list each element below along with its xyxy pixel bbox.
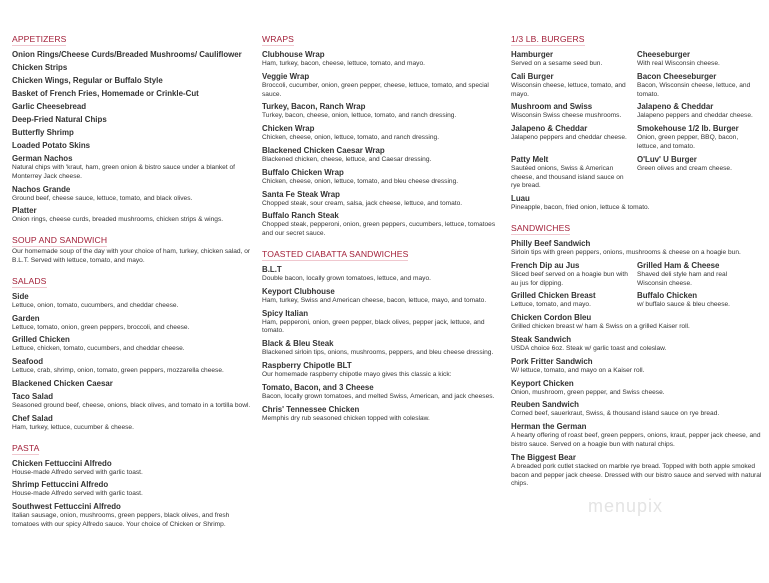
menu-item: [262, 361, 504, 380]
item-name: Keyport Chicken: [511, 378, 574, 388]
menu-row: [511, 239, 763, 258]
item-description: Lettuce, chicken, tomato, cucumbers, and cheddar cheese.: [12, 345, 185, 353]
item-description: Double bacon, locally grown tomatoes, lettuce, and mayo.: [262, 274, 431, 282]
menu-column-middle: [262, 29, 504, 428]
menu-row: [511, 422, 763, 450]
item-name: Hamburger: [511, 50, 554, 59]
menu-item: [511, 400, 763, 419]
menu-row: [511, 335, 763, 354]
menu-item: [12, 128, 254, 138]
section-heading: TOASTED CIABATTA SANDWICHES: [262, 248, 409, 259]
item-name: Cheeseburger: [637, 50, 691, 59]
item-description: w/ buffalo sauce & bleu cheese.: [637, 301, 730, 309]
menu-row: [511, 47, 763, 69]
item-description: Memphis dry rub seasoned chicken topped with coleslaw.: [262, 414, 430, 422]
item-description: Corned beef, sauerkraut, Swiss, & thousand island sauce on rye bread.: [511, 410, 720, 418]
menu-item: [12, 292, 254, 311]
item-name: German Nachos: [12, 154, 73, 163]
item-name: Mushroom and Swiss: [511, 102, 593, 112]
item-description: Italian sausage, onion, mushrooms, green peppers, black olives, and fresh tomatoes with our spicy Alfredo sauce. Your choice of Chicken or Shrimp.: [12, 512, 230, 528]
item-name: Nachos Grande: [12, 184, 71, 194]
menu-item: [12, 63, 254, 73]
item-description: Lettuce, onion, tomato, cucumbers, and cheddar cheese.: [12, 301, 179, 309]
item-description: Lettuce, crab, shrimp, onion, tomato, green peppers, mozzarella cheese.: [12, 367, 224, 375]
menu-item: [262, 190, 504, 209]
menu-item: [637, 69, 763, 100]
item-description: Chicken, cheese, onion, lettuce, tomato, and ranch dressing.: [262, 134, 440, 142]
item-name: Chicken Strips: [12, 63, 68, 72]
menu-item: [511, 335, 763, 354]
item-description: Our homemade soup of the day with your choice of ham, turkey, chicken salad, or B.L.T. Served with lettuce, tomato, and mayo.: [12, 248, 251, 264]
item-description: W/ lettuce, tomato, and mayo on a Kaiser roll.: [511, 366, 645, 374]
item-name: Turkey, Bacon, Ranch Wrap: [262, 102, 366, 112]
item-name: Clubhouse Wrap: [262, 50, 325, 59]
item-name: Butterfly Shrimp: [12, 128, 74, 137]
menu-item: [262, 309, 504, 337]
menu-row: [511, 288, 763, 310]
item-description: Onion, green pepper, BBQ, bacon, lettuce, and tomato.: [637, 134, 739, 150]
item-name: Blackened Chicken Caesar: [12, 378, 113, 388]
menu-item: [12, 357, 254, 376]
menu-item: [12, 185, 254, 204]
item-description: Broccoli, cucumber, onion, green pepper, cheese, lettuce, tomato, and special sauce.: [262, 81, 489, 98]
menu-item: [511, 313, 763, 332]
item-name: Chicken Fettuccini Alfredo: [12, 458, 112, 468]
item-name: Pork Fritter Sandwich: [511, 356, 593, 366]
item-name: B.L.T: [262, 264, 282, 274]
item-description: Lettuce, tomato, onion, green peppers, broccoli, and cheese.: [12, 323, 190, 331]
item-name: Buffalo Chicken: [637, 291, 698, 301]
menu-item: [12, 102, 254, 112]
item-name: Bacon Cheeseburger: [637, 71, 717, 81]
menu-item: [511, 357, 763, 376]
section-soup-and-sandwich: [12, 230, 254, 266]
menu-item: [637, 47, 763, 69]
menu-column-left: [12, 29, 254, 535]
menu-column-right: [511, 29, 763, 494]
menu-item: [262, 405, 504, 424]
item-description: Ground beef, cheese sauce, lettuce, tomato, and black olives.: [12, 194, 193, 202]
menu-item: [262, 146, 504, 165]
item-name: Tomato, Bacon, and 3 Cheese: [262, 382, 374, 392]
menu-item: [511, 99, 637, 121]
menu-item: [12, 414, 254, 433]
menu-item: [511, 239, 763, 258]
menu-item: [262, 211, 504, 239]
item-description: Natural chips with 'kraut, ham, green onion & bistro sauce under a blanket of Monterrey Jack cheese.: [12, 164, 236, 180]
item-name: Chicken Wrap: [262, 124, 315, 134]
item-name: Buffalo Chicken Wrap: [262, 167, 344, 177]
item-description: Turkey, bacon, cheese, onion, lettuce, tomato, and ranch dressing.: [262, 112, 457, 120]
menu-item: [511, 152, 637, 191]
menu-row: [511, 194, 763, 213]
menu-item: [511, 453, 763, 489]
menu-item: [12, 335, 254, 354]
item-description: USDA choice 6oz. Steak w/ garlic toast and coleslaw.: [511, 344, 667, 352]
menu-item: [511, 379, 763, 398]
menu-item: [262, 102, 504, 121]
item-description: Served on a sesame seed bun.: [511, 60, 603, 67]
menu-row: [511, 453, 763, 489]
menu-item: [511, 69, 637, 100]
menu-item: [12, 141, 254, 151]
menu-item: [511, 288, 637, 310]
section-heading: SOUP AND SANDWICH: [12, 235, 108, 246]
item-name: Chris' Tennessee Chicken: [262, 404, 360, 414]
menu-row: [511, 99, 763, 121]
item-name: French Dip au Jus: [511, 260, 580, 270]
item-description: Blackened sirloin tips, onions, mushrooms, peppers, and bleu cheese dressing.: [262, 349, 494, 357]
item-name: Basket of French Fries, Homemade or Crinkle-Cut: [12, 89, 199, 98]
item-description: Bacon, Wisconsin cheese, lettuce, and tomato.: [637, 81, 751, 98]
item-description: Green olives and cream cheese.: [637, 164, 732, 172]
menu-item: [262, 383, 504, 402]
item-name: Herman the German: [511, 422, 587, 432]
menu-item: [12, 314, 254, 333]
menu-item: [12, 248, 254, 266]
item-name: Shrimp Fettuccini Alfredo: [12, 480, 109, 490]
item-description: A breaded pork cutlet stacked on marble rye bread. Topped with both apple smoked bacon and pepper jack cheese. Dressed with our bistro sauce and served with natural chips.: [511, 462, 762, 488]
item-description: Sliced beef served on a hoagie bun with au jus for dipping.: [511, 270, 628, 287]
menu-row: [511, 313, 763, 332]
section-heading: SALADS: [12, 275, 47, 286]
item-name: Grilled Ham & Cheese: [637, 260, 720, 270]
item-name: Grilled Chicken Breast: [511, 291, 596, 301]
section-pasta: [12, 438, 254, 530]
menu-item: [262, 265, 504, 284]
item-name: Philly Beef Sandwich: [511, 238, 591, 248]
item-description: Ham, pepperoni, onion, green pepper, black olives, pepper jack, lettuce, and tomato.: [262, 318, 485, 335]
item-name: Buffalo Ranch Steak: [262, 211, 339, 221]
item-name: Chicken Cordon Bleu: [511, 313, 592, 323]
item-description: Ham, turkey, bacon, cheese, lettuce, tomato, and mayo.: [262, 60, 425, 67]
item-name: Deep-Fried Natural Chips: [12, 115, 107, 124]
item-name: Veggie Wrap: [262, 71, 310, 81]
item-name: Santa Fe Steak Wrap: [262, 189, 340, 199]
item-description: With real Wisconsin cheese.: [637, 60, 720, 67]
item-description: Chopped steak, pepperoni, onion, green peppers, cucumbers, lettuce, tomatoes and our secret sauce.: [262, 221, 496, 238]
menu-item: [12, 379, 254, 389]
section-heading: WRAPS: [262, 34, 295, 44]
item-name: Smokehouse 1/2 lb. Burger: [637, 124, 739, 134]
item-name: Grilled Chicken: [12, 335, 70, 345]
item-name: Garlic Cheesebread: [12, 102, 87, 111]
item-description: Lettuce, tomato, and mayo.: [511, 301, 591, 309]
menu-item: [262, 287, 504, 306]
menu-item: [12, 115, 254, 125]
item-name: Jalapeno & Cheddar: [511, 124, 588, 134]
menu-item: [12, 50, 254, 60]
item-name: Black & Bleu Steak: [262, 339, 334, 349]
item-description: House-made Alfredo served with garlic toast.: [12, 468, 143, 476]
section-heading: PASTA: [12, 442, 40, 453]
item-name: O'Luv' U Burger: [637, 154, 697, 164]
menu-row: [511, 357, 763, 376]
item-name: Keyport Clubhouse: [262, 286, 335, 296]
item-name: Chicken Wings, Regular or Buffalo Style: [12, 76, 163, 85]
menu-row: [511, 69, 763, 100]
menu-item: [637, 152, 763, 191]
menu-item: [511, 258, 637, 289]
item-description: Pineapple, bacon, fried onion, lettuce & tomato.: [511, 204, 650, 212]
item-description: Chicken, cheese, onion, lettuce, tomato, and bleu cheese dressing.: [262, 177, 459, 185]
item-description: House-made Alfredo served with garlic toast.: [12, 490, 143, 498]
item-description: Ham, turkey, Swiss and American cheese, bacon, lettuce, mayo, and tomato.: [262, 296, 487, 304]
section-sandwiches: [511, 218, 763, 489]
menu-item: [12, 459, 254, 478]
item-name: Steak Sandwich: [511, 334, 572, 344]
item-description: Chopped steak, sour cream, salsa, jack cheese, lettuce, and tomato.: [262, 199, 463, 207]
item-description: A hearty offering of roast beef, green peppers, onions, kraut, pepper jack cheese, and bistro sauce. Served on a hoagie bun with natural chips.: [511, 432, 761, 448]
item-name: Taco Salad: [12, 391, 54, 401]
section-1-3-lb-burgers: [511, 29, 763, 213]
item-name: Side: [12, 291, 29, 301]
menu-item: [262, 50, 504, 69]
section-wraps: [262, 29, 504, 239]
item-name: Seafood: [12, 357, 44, 367]
watermark: menupix: [588, 496, 664, 516]
section-appetizers: [12, 29, 254, 225]
item-description: Sirloin tips with green peppers, onions, mushrooms & cheese on a hoagie bun.: [511, 248, 741, 256]
menu-item: [12, 89, 254, 99]
item-name: Platter: [12, 206, 37, 216]
menu-item: [262, 124, 504, 143]
item-name: Raspberry Chipotle BLT: [262, 360, 352, 370]
item-description: Jalapeno peppers and cheddar cheese.: [637, 112, 753, 120]
section-heading: 1/3 LB. BURGERS: [511, 34, 585, 44]
menu-row: [511, 400, 763, 419]
item-description: Our homemade raspberry chipotle mayo gives this classic a kick:: [262, 370, 452, 378]
item-description: Shaved deli style ham and real Wisconsin cheese.: [637, 270, 728, 287]
item-description: Jalapeno peppers and cheddar cheese.: [511, 134, 627, 142]
item-name: Jalapeno & Cheddar: [637, 102, 714, 112]
menu-row: [511, 379, 763, 398]
item-description: Grilled chicken breast w/ ham & Swiss on a grilled Kaiser roll.: [511, 323, 690, 331]
menu-row: [511, 121, 763, 152]
item-description: Blackened chicken, cheese, lettuce, and Caesar dressing.: [262, 155, 432, 163]
menu-item: [637, 121, 763, 152]
item-description: Onion rings, cheese curds, breaded mushrooms, chicken strips & wings.: [12, 216, 224, 224]
menu-item: [12, 206, 254, 225]
section-salads: [12, 271, 254, 433]
item-name: Cali Burger: [511, 71, 554, 81]
menu-item: [12, 480, 254, 499]
item-name: Chef Salad: [12, 413, 53, 423]
item-name: Loaded Potato Skins: [12, 141, 91, 150]
item-name: Luau: [511, 194, 530, 204]
section-heading: APPETIZERS: [12, 34, 67, 44]
item-description: Wisconsin Swiss cheese mushrooms.: [511, 112, 622, 120]
menu-item: [12, 392, 254, 411]
item-name: Patty Melt: [511, 154, 549, 164]
menu-item: [511, 47, 637, 69]
menu-row: [511, 258, 763, 289]
menu-row: [511, 152, 763, 191]
item-name: The Biggest Bear: [511, 452, 576, 462]
item-description: Ham, turkey, lettuce, cucumber & cheese.: [12, 423, 134, 431]
section-toasted-ciabatta-sandwiches: [262, 244, 504, 423]
item-name: Blackened Chicken Caesar Wrap: [262, 145, 385, 155]
section-heading: SANDWICHES: [511, 222, 571, 233]
item-description: Bacon, locally grown tomatoes, and melted Swiss, American, and jack cheeses.: [262, 392, 495, 400]
menu-item: [637, 288, 763, 310]
item-name: Southwest Fettuccini Alfredo: [12, 502, 121, 512]
menu-item: [262, 339, 504, 358]
menu-item: [12, 502, 254, 530]
menu-item: [511, 194, 763, 213]
menu-item: [262, 168, 504, 187]
menu-item: [12, 154, 254, 182]
item-description: Wisconsin cheese, lettuce, tomato, and mayo.: [511, 81, 626, 98]
menu-item: [511, 422, 763, 450]
item-description: Sautéed onions, Swiss & American cheese, and thousand island sauce on rye bread.: [511, 164, 624, 190]
menu-item: [637, 99, 763, 121]
item-description: Seasoned ground beef, cheese, onions, black olives, and tomato in a tortilla bowl.: [12, 401, 251, 409]
menu-item: [12, 76, 254, 86]
item-name: Reuben Sandwich: [511, 400, 579, 410]
menu-item: [637, 258, 763, 289]
item-name: Onion Rings/Cheese Curds/Breaded Mushrooms/ Cauliflower: [12, 50, 242, 59]
item-name: Spicy Italian: [262, 308, 309, 318]
menu-item: [511, 121, 637, 152]
item-name: Garden: [12, 313, 40, 323]
menu-item: [262, 72, 504, 100]
item-description: Onion, mushroom, green pepper, and Swiss cheese.: [511, 388, 665, 396]
